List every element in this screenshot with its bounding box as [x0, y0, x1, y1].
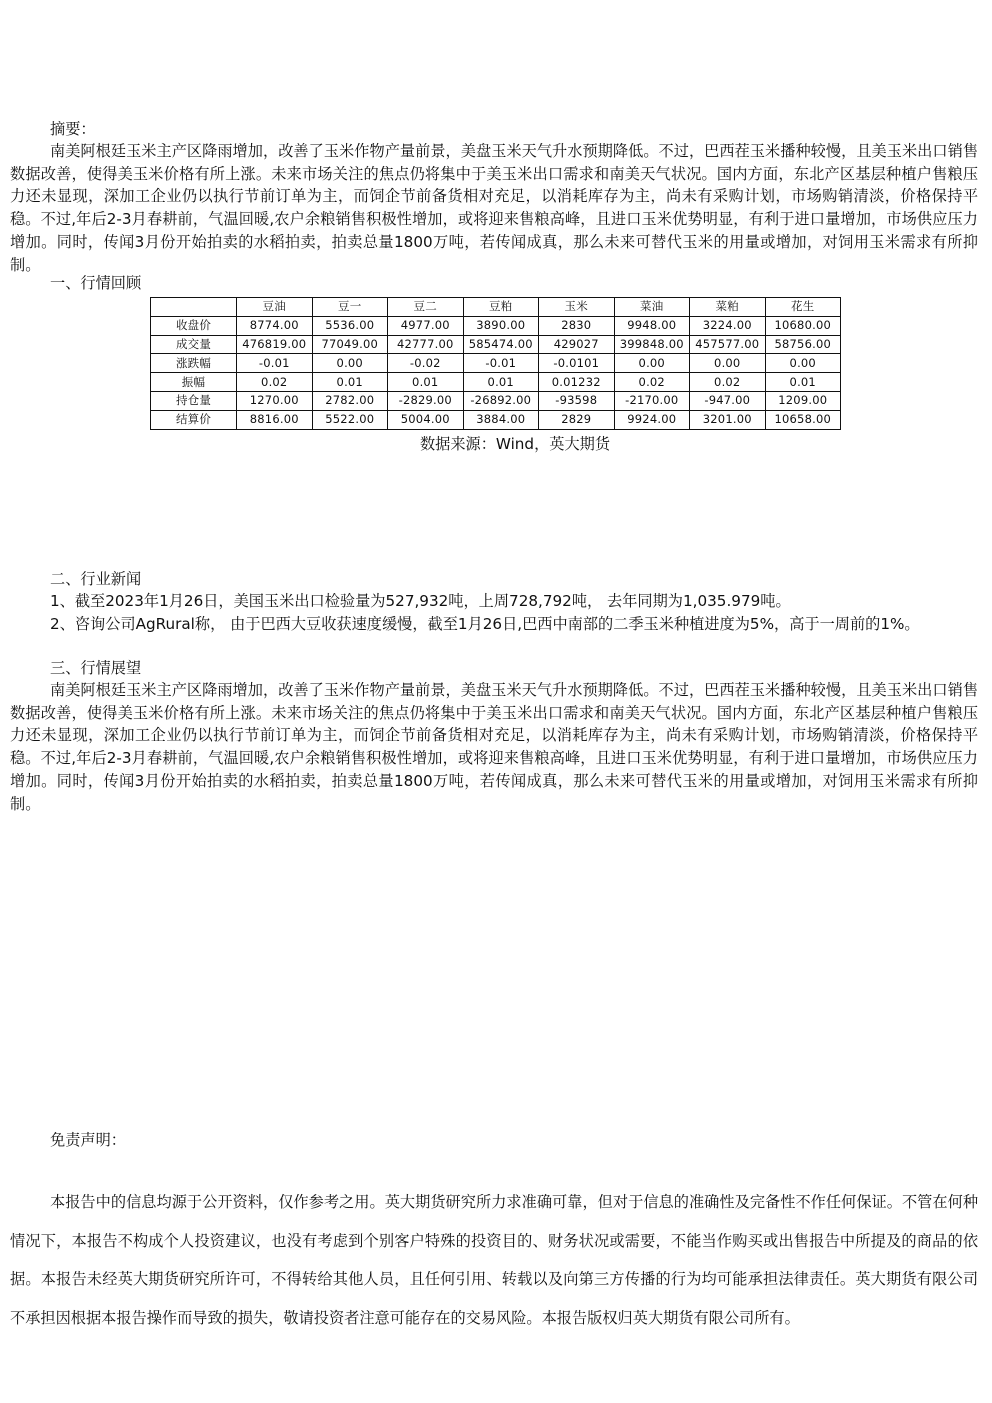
news-list — [10, 590, 978, 635]
table-cell: -93598 — [539, 391, 615, 410]
table-header-cell: 豆一 — [312, 298, 388, 317]
table-row-label: 涨跌幅 — [151, 354, 237, 373]
table-row — [151, 354, 841, 373]
table-cell: 42777.00 — [388, 335, 464, 354]
table-cell: -0.01 — [237, 354, 313, 373]
table-cell: 8774.00 — [237, 316, 313, 335]
news-item: 1、截至2023年1月26日，美国玉米出口检验量为527,932吨，上周728,792吨， 去年同期为1,035.979吨。 — [50, 592, 791, 610]
table-row-label: 成交量 — [151, 335, 237, 354]
table-cell: 9924.00 — [614, 410, 690, 429]
table-row — [151, 316, 841, 335]
summary-title: 摘要： — [50, 120, 96, 138]
table-cell: 2782.00 — [312, 391, 388, 410]
data-source-caption: 数据来源：Wind，英大期货 — [419, 435, 611, 453]
table-cell: 3224.00 — [690, 316, 766, 335]
table-cell: 58756.00 — [765, 335, 841, 354]
table-cell: 10680.00 — [765, 316, 841, 335]
table-cell: 0.01232 — [539, 373, 615, 392]
table-cell: 3890.00 — [463, 316, 539, 335]
table-cell: -2170.00 — [614, 391, 690, 410]
table-cell: 2829 — [539, 410, 615, 429]
table-cell: 0.00 — [312, 354, 388, 373]
table-cell: -0.0101 — [539, 354, 615, 373]
table-row-label: 结算价 — [151, 410, 237, 429]
table-cell: 10658.00 — [765, 410, 841, 429]
table-cell: 399848.00 — [614, 335, 690, 354]
table-cell: 3884.00 — [463, 410, 539, 429]
table-cell: 0.01 — [388, 373, 464, 392]
table-cell: -26892.00 — [463, 391, 539, 410]
table-cell: 77049.00 — [312, 335, 388, 354]
table-cell: 0.00 — [765, 354, 841, 373]
table-cell: 0.02 — [614, 373, 690, 392]
table-cell: 5536.00 — [312, 316, 388, 335]
table-header-cell: 豆粕 — [463, 298, 539, 317]
table-cell: 0.00 — [614, 354, 690, 373]
table-row — [151, 410, 841, 429]
table-header-cell: 菜粕 — [690, 298, 766, 317]
table-row — [151, 335, 841, 354]
table-cell: 5004.00 — [388, 410, 464, 429]
section-industry-news-title: 二、行业新闻 — [50, 570, 142, 588]
table-cell: 585474.00 — [463, 335, 539, 354]
table-cell: 457577.00 — [690, 335, 766, 354]
table-header-row — [151, 298, 841, 317]
table-cell: 476819.00 — [237, 335, 313, 354]
table-cell: 429027 — [539, 335, 615, 354]
table-header-cell: 豆二 — [388, 298, 464, 317]
table-cell: 1270.00 — [237, 391, 313, 410]
table-cell: 0.02 — [237, 373, 313, 392]
table-header-cell: 花生 — [765, 298, 841, 317]
summary-paragraph: 南美阿根廷玉米主产区降雨增加，改善了玉米作物产量前景，美盘玉米天气升水预期降低。不过，巴西茬玉米播种较慢，且美玉米出口销售数据改善，使得美玉米价格有所上涨。未来市场关注的焦点仍将集中于美玉米出口需求和南美天气状况。国内方面，东北产区基层种植户售粮压力还未显现，深加工企业仍以执行节前订单为主，而饲企节前备货相对充足，以消耗库存为主，尚未有采购计划，市场购销清淡，价格保持平稳。不过,年后2-3月春耕前，气温回暖,农户余粮销售积极性增加，或将迎来售粮高峰，且进口玉米优势明显，有利于进口量增加，市场供应压力增加。同时，传闻3月份开始拍卖的水稻拍卖，拍卖总量1800万吨，若传闻成真，那么未来可替代玉米的用量或增加，对饲用玉米需求有所抑制。 — [10, 142, 978, 274]
table-header-cell: 菜油 — [614, 298, 690, 317]
table-cell: 0.02 — [690, 373, 766, 392]
table-cell: -0.01 — [463, 354, 539, 373]
table-row — [151, 373, 841, 392]
disclaimer-title: 免责声明： — [50, 1131, 126, 1149]
table-cell: -2829.00 — [388, 391, 464, 410]
table-cell: 1209.00 — [765, 391, 841, 410]
table-header-cell — [151, 298, 237, 317]
table-cell: 0.01 — [312, 373, 388, 392]
table-row — [151, 391, 841, 410]
table-cell: 0.01 — [765, 373, 841, 392]
table-header-cell: 玉米 — [539, 298, 615, 317]
table-cell: 4977.00 — [388, 316, 464, 335]
outlook-paragraph: 南美阿根廷玉米主产区降雨增加，改善了玉米作物产量前景，美盘玉米天气升水预期降低。不过，巴西茬玉米播种较慢，且美玉米出口销售数据改善，使得美玉米价格有所上涨。未来市场关注的焦点仍将集中于美玉米出口需求和南美天气状况。国内方面，东北产区基层种植户售粮压力还未显现，深加工企业仍以执行节前订单为主，而饲企节前备货相对充足，以消耗库存为主，尚未有采购计划，市场购销清淡，价格保持平稳。不过,年后2-3月春耕前，气温回暖,农户余粮销售积极性增加，或将迎来售粮高峰，且进口玉米优势明显，有利于进口量增加，市场供应压力增加。同时，传闻3月份开始拍卖的水稻拍卖，拍卖总量1800万吨，若传闻成真，那么未来可替代玉米的用量或增加，对饲用玉米需求有所抑制。 — [10, 681, 978, 813]
market-data-table — [150, 297, 841, 430]
table-cell: 0.01 — [463, 373, 539, 392]
table-cell: -947.00 — [690, 391, 766, 410]
table-header-cell: 豆油 — [237, 298, 313, 317]
table-header — [151, 298, 841, 317]
section-market-review-title: 一、行情回顾 — [50, 274, 142, 292]
table-cell: 2830 — [539, 316, 615, 335]
table-body — [151, 316, 841, 429]
table-row-label: 持仓量 — [151, 391, 237, 410]
table-cell: 9948.00 — [614, 316, 690, 335]
table-row-label: 收盘价 — [151, 316, 237, 335]
table-cell: 5522.00 — [312, 410, 388, 429]
table-cell: -0.02 — [388, 354, 464, 373]
table-cell: 8816.00 — [237, 410, 313, 429]
table-cell: 3201.00 — [690, 410, 766, 429]
disclaimer-paragraph: 本报告中的信息均源于公开资料，仅作参考之用。英大期货研究所力求准确可靠，但对于信息的准确性及完备性不作任何保证。不管在何种情况下，本报告不构成个人投资建议，也没有考虑到个别客户特殊的投资目的、财务状况或需要，不能当作购买或出售报告中所提及的商品的依据。本报告未经英大期货研究所许可，不得转给其他人员，且任何引用、转载以及向第三方传播的行为均可能承担法律责任。英大期货有限公司不承担因根据本报告操作而导致的损失，敬请投资者注意可能存在的交易风险。本报告版权归英大期货有限公司所有。 — [10, 1193, 978, 1327]
section-outlook-title: 三、行情展望 — [50, 659, 142, 677]
table-cell: 0.00 — [690, 354, 766, 373]
table-row-label: 振幅 — [151, 373, 237, 392]
news-item: 2、咨询公司AgRural称， 由于巴西大豆收获速度缓慢，截至1月26日,巴西中南部的二季玉米种植进度为5%，高于一周前的1%。 — [50, 614, 920, 633]
